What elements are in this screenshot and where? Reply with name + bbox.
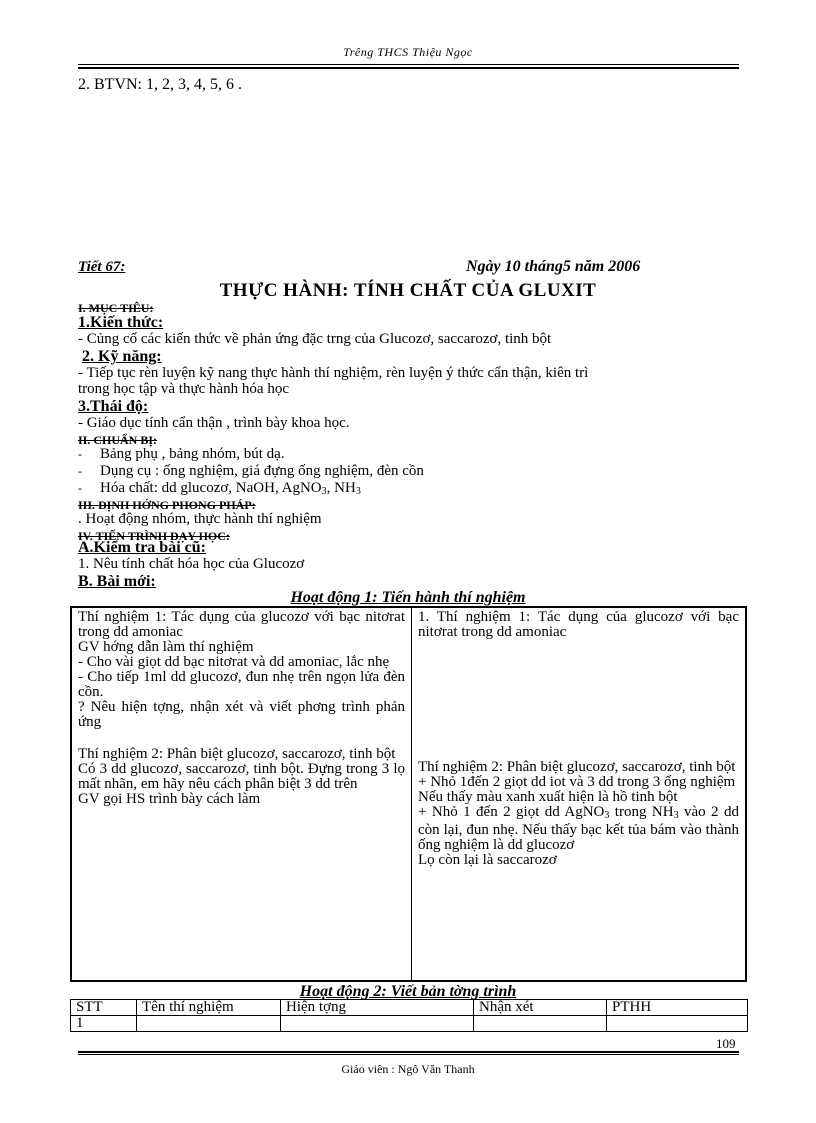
- exp1-title-right: 1. Thí nghiệm 1: Tác dụng của glucozơ với bạc nitơrat trong dd amoniac: [418, 609, 739, 640]
- skills-heading: 2. Kỹ năng:: [82, 348, 162, 365]
- exp2-title-left: Thí nghiệm 2: Phân biệt glucozơ, saccarozơ, tinh bột: [78, 746, 396, 762]
- exp2-step1: + Nhỏ 1đến 2 giọt dd iot và 3 dd trong 3 ống nghiệm: [418, 774, 736, 790]
- methods-heading: III. ĐỊNH HỚNG PHONG PHÁP:: [78, 498, 256, 512]
- prep-item-2: - Dụng cụ : ống nghiệm, giá đựng ống nghiệm, đèn cồn: [78, 463, 424, 480]
- lesson-date: Ngày 10 tháng5 năm 2006: [466, 258, 641, 275]
- teacher-column: [71, 607, 412, 981]
- footer-rule-thick: [78, 1051, 739, 1053]
- skills-text-1: - Tiếp tục rèn luyện kỹ nang thực hành thí nghiệm, rèn luyện ý thức cẩn thận, kiên trì: [78, 365, 589, 381]
- activity1-heading: Hoạt động 1: Tiến hành thí nghiệm: [290, 589, 526, 606]
- row-cell: [281, 1016, 474, 1032]
- lesson-period: Tiết 67:: [78, 259, 126, 275]
- exp1-step1: - Cho vài giọt dd bạc nitơrat và dd amoniac, lắc nhẹ: [78, 654, 390, 670]
- process-heading: IV. TIẾN TRÌNH DẠY HỌC:: [78, 529, 230, 543]
- table-row: [71, 607, 746, 981]
- prep-heading: II. CHUẨN BỊ:: [78, 433, 158, 447]
- header-rule-thick: [78, 67, 739, 69]
- page-title: THỰC HÀNH: TÍNH CHẤT CỦA GLUXIT: [219, 280, 597, 301]
- table-row: [71, 1016, 748, 1032]
- student-column: [412, 607, 747, 981]
- exp2-step1-result: Nếu thấy màu xanh xuất hiện là hồ tinh bột: [418, 789, 678, 805]
- row-cell: [474, 1016, 607, 1032]
- prep-item-1: - Bảng phụ , bảng nhóm, bút dạ.: [78, 446, 285, 463]
- page-number: 109: [716, 1036, 736, 1051]
- school-header: Trêng THCS Thiệu Ngọc: [343, 45, 473, 59]
- footer-rule-thin: [78, 1054, 739, 1055]
- col-stt: STT: [71, 1000, 137, 1016]
- footer-teacher: Giáo viên : Ngô Văn Thanh: [341, 1062, 475, 1076]
- knowledge-heading: 1.Kiến thức:: [78, 314, 164, 331]
- knowledge-text: - Củng cố các kiến thức về phản ứng đặc trng của Glucozơ, saccarozơ, tinh bột: [78, 331, 552, 347]
- exp1-guide: GV hớng dẫn làm thí nghiệm: [78, 639, 254, 655]
- objectives-heading: I. MỤC TIÊU:: [78, 301, 154, 315]
- exp2-guide: GV gọi HS trình bày cách làm: [78, 791, 261, 807]
- homework-line: 2. BTVN: 1, 2, 3, 4, 5, 6 .: [78, 76, 242, 93]
- prep-item-chemicals: - Hóa chất: dd glucozơ, NaOH, AgNO$_3$, $NH_3$: [78, 480, 361, 500]
- new-lesson-heading: B. Bài mới:: [78, 573, 156, 590]
- attitude-text: - Giáo dục tính cẩn thận , trình bày khoa học.: [78, 415, 350, 431]
- activity2-heading: Hoạt động 2: Viết bản tờng trình: [299, 983, 517, 1000]
- report-table: [70, 999, 748, 1032]
- skills-text-2: trong học tập và thực hành hóa học: [78, 381, 289, 397]
- exp2-title-right: Thí nghiệm 2: Phân biệt glucozơ, saccarozơ, tinh bột: [418, 759, 736, 775]
- col-experiment-name: Tên thí nghiệm: [137, 1000, 281, 1016]
- col-equation: PTHH: [607, 1000, 748, 1016]
- exp2-conclusion: Lọ còn lại là saccarozơ: [418, 852, 557, 868]
- exp2-task: Có 3 dd glucozơ, saccarozơ, tinh bột. Đựng trong 3 lọ mất nhãn, em hãy nêu cách phân biệt 3 dd trên: [78, 761, 405, 792]
- check-old-heading: A.Kiểm tra bài cũ:: [78, 539, 206, 556]
- methods-text: . Hoạt động nhóm, thực hành thí nghiệm: [78, 511, 322, 527]
- header-rule-thin: [78, 64, 739, 65]
- col-remark: Nhận xét: [474, 1000, 607, 1016]
- exp1-question: ? Nêu hiện tợng, nhận xét và viết phơng trình phản ứng: [78, 699, 405, 730]
- check-old-text: 1. Nêu tính chất hóa học của Glucozơ: [78, 556, 305, 572]
- col-phenomenon: Hiện tợng: [281, 1000, 474, 1016]
- exp1-title-left: Thí nghiệm 1: Tác dụng của glucozơ với bạc nitơrat trong dd amoniac: [78, 609, 405, 640]
- attitude-heading: 3.Thái độ:: [78, 398, 149, 415]
- exp1-step2: - Cho tiếp 1ml dd glucozơ, đun nhẹ trên ngọn lửa đèn cồn.: [78, 669, 405, 700]
- exp2-step2: + Nhỏ 1 đến 2 giọt dd AgNO$_3$ trong $NH_3$ vào 2 dd còn lại, đun nhẹ. Nếu thấy bạc kết tủa bám vào thành ống nghiệm là dd glucozơ: [418, 804, 739, 853]
- row-stt: 1: [71, 1016, 137, 1032]
- table-header-row: [71, 1000, 748, 1016]
- row-cell: [137, 1016, 281, 1032]
- activity1-table: [70, 606, 747, 982]
- row-cell: [607, 1016, 748, 1032]
